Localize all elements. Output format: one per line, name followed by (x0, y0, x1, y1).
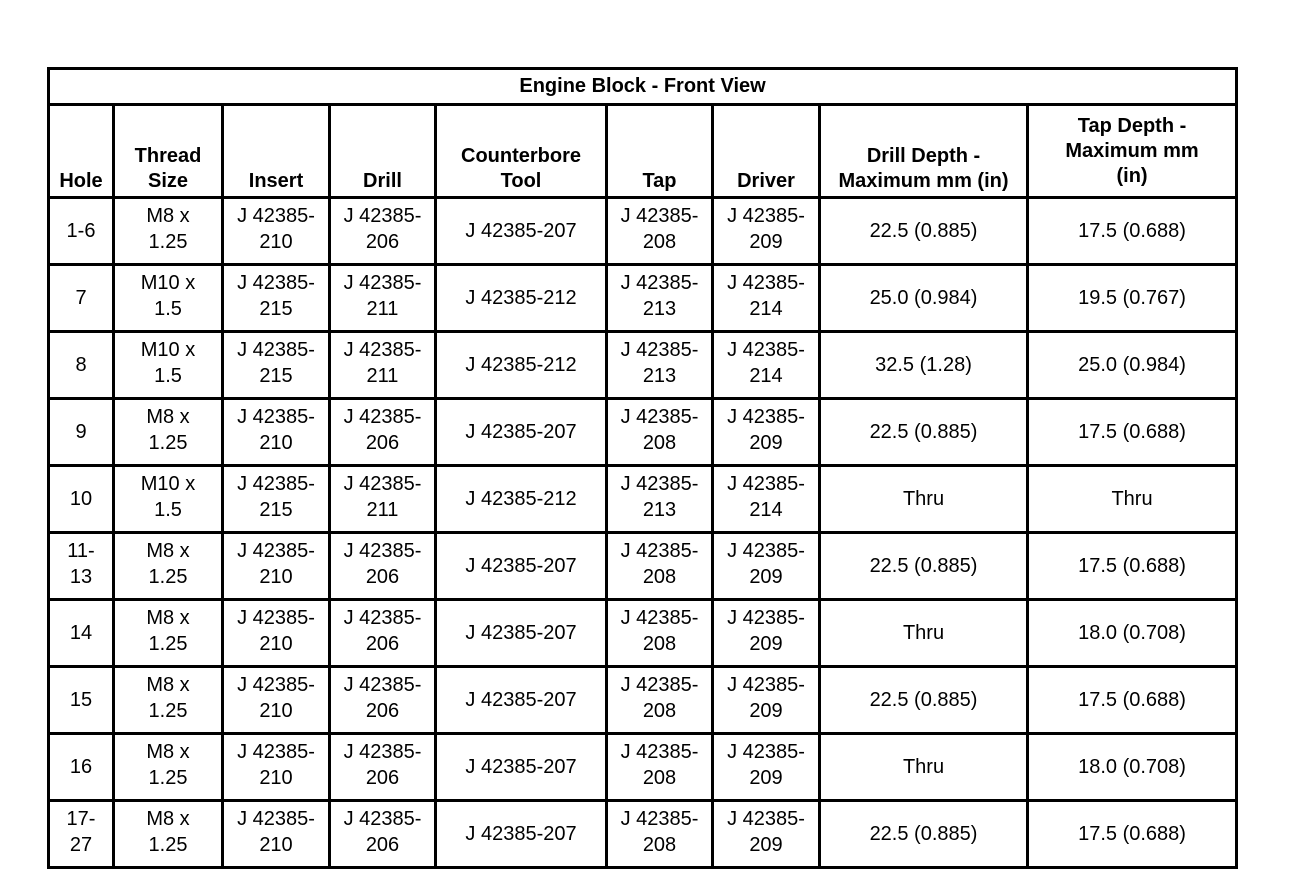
table-row (49, 801, 1237, 868)
cell-hole: 10 (49, 466, 114, 533)
cell-tap-depth: 18.0 (0.708) (1028, 734, 1237, 801)
cell-thread-size: M10 x 1.5 (114, 466, 223, 533)
cell-hole: 8 (49, 332, 114, 399)
cell-thread-size: M8 x 1.25 (114, 801, 223, 868)
cell-counterbore-tool: J 42385-207 (436, 667, 607, 734)
header-hole: Hole (49, 105, 114, 198)
cell-drill: J 42385- 211 (330, 332, 436, 399)
engine-block-table (47, 67, 1238, 869)
cell-driver: J 42385- 214 (713, 265, 820, 332)
cell-counterbore-tool: J 42385-207 (436, 399, 607, 466)
cell-tap: J 42385- 213 (607, 466, 713, 533)
cell-tap-depth: 18.0 (0.708) (1028, 600, 1237, 667)
table-row (49, 466, 1237, 533)
table-title: Engine Block - Front View (49, 69, 1237, 105)
table-row (49, 399, 1237, 466)
cell-driver: J 42385- 209 (713, 399, 820, 466)
cell-insert: J 42385- 215 (223, 332, 330, 399)
table-body (49, 198, 1237, 868)
header-thread-size: Thread Size (114, 105, 223, 198)
cell-drill-depth: 32.5 (1.28) (820, 332, 1028, 399)
cell-hole: 14 (49, 600, 114, 667)
cell-tap-depth: 17.5 (0.688) (1028, 801, 1237, 868)
cell-tap-depth: Thru (1028, 466, 1237, 533)
cell-insert: J 42385- 210 (223, 533, 330, 600)
cell-drill: J 42385- 206 (330, 801, 436, 868)
cell-insert: J 42385- 210 (223, 801, 330, 868)
table-row (49, 600, 1237, 667)
cell-hole: 1-6 (49, 198, 114, 265)
cell-counterbore-tool: J 42385-212 (436, 466, 607, 533)
table-row (49, 667, 1237, 734)
cell-thread-size: M8 x 1.25 (114, 533, 223, 600)
cell-insert: J 42385- 210 (223, 667, 330, 734)
cell-thread-size: M8 x 1.25 (114, 667, 223, 734)
cell-driver: J 42385- 209 (713, 198, 820, 265)
header-row (49, 105, 1237, 198)
cell-driver: J 42385- 209 (713, 533, 820, 600)
table-row (49, 734, 1237, 801)
cell-thread-size: M10 x 1.5 (114, 332, 223, 399)
cell-counterbore-tool: J 42385-207 (436, 600, 607, 667)
cell-tap: J 42385- 208 (607, 734, 713, 801)
cell-drill: J 42385- 206 (330, 399, 436, 466)
cell-hole: 16 (49, 734, 114, 801)
cell-thread-size: M10 x 1.5 (114, 265, 223, 332)
cell-drill-depth: 22.5 (0.885) (820, 533, 1028, 600)
cell-thread-size: M8 x 1.25 (114, 399, 223, 466)
cell-tap: J 42385- 208 (607, 399, 713, 466)
cell-drill-depth: 22.5 (0.885) (820, 198, 1028, 265)
header-insert: Insert (223, 105, 330, 198)
cell-tap: J 42385- 208 (607, 667, 713, 734)
cell-drill: J 42385- 206 (330, 198, 436, 265)
cell-tap-depth: 17.5 (0.688) (1028, 399, 1237, 466)
header-drill: Drill (330, 105, 436, 198)
header-driver: Driver (713, 105, 820, 198)
table-row (49, 332, 1237, 399)
cell-drill-depth: 25.0 (0.984) (820, 265, 1028, 332)
table-row (49, 198, 1237, 265)
cell-drill: J 42385- 206 (330, 667, 436, 734)
cell-thread-size: M8 x 1.25 (114, 734, 223, 801)
cell-tap: J 42385- 208 (607, 533, 713, 600)
cell-insert: J 42385- 210 (223, 734, 330, 801)
cell-drill: J 42385- 206 (330, 533, 436, 600)
cell-thread-size: M8 x 1.25 (114, 600, 223, 667)
cell-counterbore-tool: J 42385-207 (436, 801, 607, 868)
cell-tap: J 42385- 208 (607, 198, 713, 265)
cell-hole: 7 (49, 265, 114, 332)
header-drill-depth: Drill Depth - Maximum mm (in) (820, 105, 1028, 198)
cell-counterbore-tool: J 42385-207 (436, 734, 607, 801)
cell-driver: J 42385- 209 (713, 600, 820, 667)
cell-hole: 9 (49, 399, 114, 466)
cell-tap-depth: 17.5 (0.688) (1028, 533, 1237, 600)
cell-insert: J 42385- 210 (223, 198, 330, 265)
cell-insert: J 42385- 215 (223, 265, 330, 332)
cell-driver: J 42385- 209 (713, 667, 820, 734)
cell-drill-depth: Thru (820, 734, 1028, 801)
cell-drill-depth: Thru (820, 600, 1028, 667)
cell-hole: 11- 13 (49, 533, 114, 600)
cell-driver: J 42385- 209 (713, 801, 820, 868)
cell-drill-depth: 22.5 (0.885) (820, 801, 1028, 868)
cell-hole: 15 (49, 667, 114, 734)
header-tap: Tap (607, 105, 713, 198)
cell-counterbore-tool: J 42385-212 (436, 265, 607, 332)
cell-drill-depth: 22.5 (0.885) (820, 667, 1028, 734)
cell-tap: J 42385- 213 (607, 332, 713, 399)
cell-tap-depth: 25.0 (0.984) (1028, 332, 1237, 399)
cell-driver: J 42385- 214 (713, 332, 820, 399)
header-tap-depth: Tap Depth - Maximum mm (in) (1028, 105, 1237, 198)
cell-driver: J 42385- 214 (713, 466, 820, 533)
cell-insert: J 42385- 215 (223, 466, 330, 533)
cell-drill: J 42385- 206 (330, 734, 436, 801)
cell-tap-depth: 17.5 (0.688) (1028, 667, 1237, 734)
cell-drill-depth: 22.5 (0.885) (820, 399, 1028, 466)
header-counterbore-tool: Counterbore Tool (436, 105, 607, 198)
cell-drill-depth: Thru (820, 466, 1028, 533)
cell-tap: J 42385- 213 (607, 265, 713, 332)
cell-thread-size: M8 x 1.25 (114, 198, 223, 265)
cell-hole: 17- 27 (49, 801, 114, 868)
table-row (49, 265, 1237, 332)
cell-tap-depth: 19.5 (0.767) (1028, 265, 1237, 332)
cell-counterbore-tool: J 42385-207 (436, 533, 607, 600)
cell-insert: J 42385- 210 (223, 399, 330, 466)
cell-tap: J 42385- 208 (607, 600, 713, 667)
table-row (49, 533, 1237, 600)
cell-tap-depth: 17.5 (0.688) (1028, 198, 1237, 265)
cell-counterbore-tool: J 42385-212 (436, 332, 607, 399)
cell-insert: J 42385- 210 (223, 600, 330, 667)
cell-tap: J 42385- 208 (607, 801, 713, 868)
cell-drill: J 42385- 211 (330, 466, 436, 533)
cell-counterbore-tool: J 42385-207 (436, 198, 607, 265)
cell-driver: J 42385- 209 (713, 734, 820, 801)
cell-drill: J 42385- 206 (330, 600, 436, 667)
cell-drill: J 42385- 211 (330, 265, 436, 332)
